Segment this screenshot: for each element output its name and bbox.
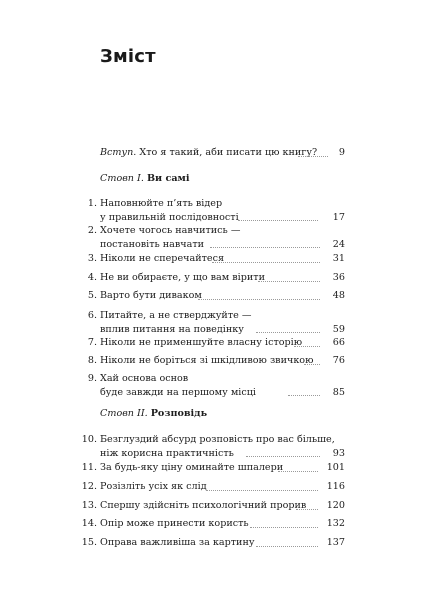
page-title: Зміст xyxy=(100,46,156,67)
part-heading-2 xyxy=(100,407,207,420)
chapter-number: 9. xyxy=(87,373,97,384)
page-number: 85 xyxy=(332,387,345,398)
chapter-title-line: Ніколи не боріться зі шкідливою звичкою xyxy=(100,355,314,366)
dot-leader xyxy=(238,219,318,221)
dot-leader xyxy=(294,345,320,347)
page-number: 59 xyxy=(332,324,345,335)
dot-leader xyxy=(256,545,318,547)
page-number: 48 xyxy=(332,290,345,301)
chapter-title-line: Оправа важливіша за картину xyxy=(100,537,255,548)
chapter-number: 4. xyxy=(87,272,97,283)
chapter-title-line: Наповнюйте п’ять відер xyxy=(100,198,223,209)
dot-leader xyxy=(256,331,320,333)
part-title: Ви самі xyxy=(146,173,190,184)
dot-leader xyxy=(278,470,318,472)
dot-leader xyxy=(304,363,320,365)
page-number: 66 xyxy=(332,337,345,348)
chapter-number: 15. xyxy=(81,537,97,548)
dot-leader xyxy=(296,508,318,510)
chapter-title-line: буде завжди на першому місці xyxy=(100,387,256,398)
part-label: Стовп II. xyxy=(100,408,148,419)
chapter-title-line: Спершу здійсніть психологічний прорив xyxy=(100,500,307,511)
page-number: 31 xyxy=(332,253,345,264)
page-number: 93 xyxy=(332,448,345,459)
chapter-number: 13. xyxy=(81,500,97,511)
chapter-number: 1. xyxy=(87,198,97,209)
chapter-number: 8. xyxy=(87,355,97,366)
chapter-title-line: Хочете чогось навчитись — xyxy=(100,225,241,236)
page-number: 9 xyxy=(338,147,345,158)
dot-leader xyxy=(258,280,320,282)
chapter-number: 7. xyxy=(87,337,97,348)
chapter-title-line: Безглуздий абсурд розповість про вас більше, xyxy=(100,434,335,445)
dot-leader xyxy=(288,394,320,396)
dot-leader xyxy=(250,526,318,528)
dot-leader xyxy=(198,298,320,300)
chapter-number: 3. xyxy=(87,253,97,264)
chapter-number: 6. xyxy=(87,310,97,321)
chapter-title-line: Опір може принести користь xyxy=(100,518,249,529)
page-number: 101 xyxy=(326,462,345,473)
page-number: 132 xyxy=(326,518,345,529)
chapter-number: 2. xyxy=(87,225,97,236)
part-heading-1 xyxy=(100,172,190,185)
page-number: 120 xyxy=(326,500,345,511)
dot-leader xyxy=(212,261,320,263)
page-number: 76 xyxy=(332,355,345,366)
chapter-number: 14. xyxy=(81,518,97,529)
chapter-title-line: вплив питання на поведінку xyxy=(100,324,244,335)
chapter-number: 10. xyxy=(81,434,97,445)
dot-leader xyxy=(206,489,318,491)
chapter-title-line: Ніколи не сперечайтеся xyxy=(100,253,224,264)
page-number: 17 xyxy=(332,212,345,223)
chapter-title-line: Ніколи не применшуйте власну історію xyxy=(100,337,303,348)
chapter-title-line: Питайте, а не стверджуйте — xyxy=(100,310,252,321)
chapter-title-line: ніж корисна практичність xyxy=(100,448,234,459)
chapter-title-line: За будь-яку ціну оминайте шпалери xyxy=(100,462,284,473)
chapter-title-line: постановіть навчати xyxy=(100,239,205,250)
chapter-title-line: Варто бути диваком xyxy=(100,290,202,301)
dot-leader xyxy=(210,246,320,248)
chapter-title-line: у правильній послідовності xyxy=(100,212,239,223)
intro-label: Вступ. xyxy=(100,147,137,158)
chapter-number: 12. xyxy=(81,481,97,492)
page-number: 36 xyxy=(332,272,345,283)
page-number: 116 xyxy=(326,481,345,492)
page-number: 24 xyxy=(332,239,345,250)
page-number: 137 xyxy=(326,537,345,548)
chapter-title-line: Не ви обираєте, у що вам вірити xyxy=(100,272,265,283)
dot-leader xyxy=(298,155,328,157)
dot-leader xyxy=(246,455,320,457)
chapter-number: 11. xyxy=(81,462,97,473)
part-label: Стовп I. xyxy=(100,173,144,184)
chapter-title-line: Розізліть усіх як слід xyxy=(100,481,207,492)
chapter-title-line: Хай основа основ xyxy=(100,373,189,384)
part-title: Розповідь xyxy=(150,408,208,419)
intro-title: Хто я такий, аби писати цю книгу? xyxy=(139,147,318,158)
chapter-number: 5. xyxy=(87,290,97,301)
